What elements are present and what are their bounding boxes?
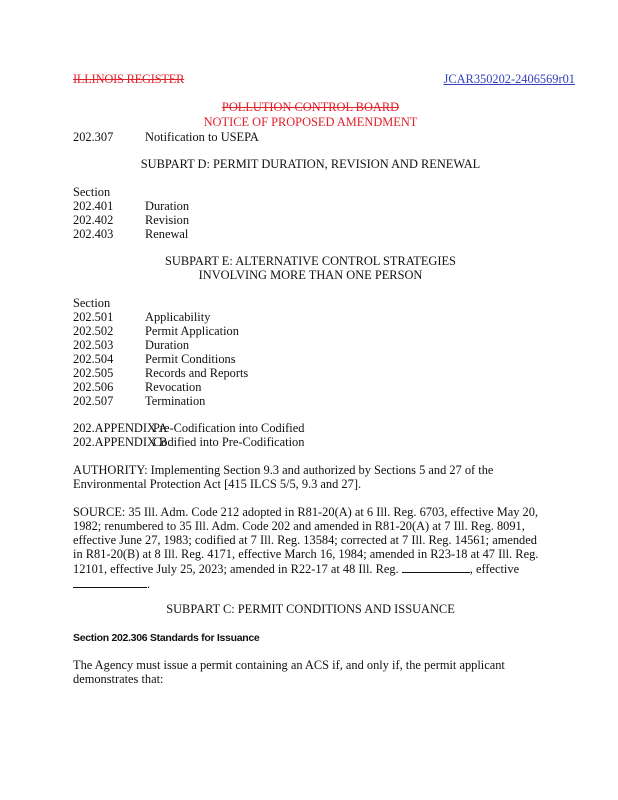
source-tail: , effective	[469, 562, 520, 576]
section-number: 202.504	[73, 352, 114, 366]
board-title: POLLUTION CONTROL BOARD	[221, 100, 400, 114]
section-title: Applicability	[145, 310, 211, 324]
section-title: Permit Application	[145, 324, 239, 338]
appendix-title: Codified into Pre-Codification	[153, 435, 305, 449]
authority-paragraph: AUTHORITY: Implementing Section 9.3 and authorized by Sections 5 and 27 of the Environmental Protection Act [415 ILCS 5/5, 9.3 and 27].	[73, 463, 494, 491]
section-title: Termination	[145, 394, 206, 408]
section-number: 202.505	[73, 366, 114, 380]
section-number: 202.502	[73, 324, 114, 338]
toc-row	[73, 324, 239, 338]
toc-row	[73, 199, 189, 213]
section-number: 202.503	[73, 338, 114, 352]
section-title: Records and Reports	[145, 366, 249, 380]
body-paragraph: The Agency must issue a permit containing an ACS if, and only if, the permit applicant demonstrates that:	[73, 658, 505, 686]
subpart-d-heading: SUBPART D: PERMIT DURATION, REVISION AND RENEWAL	[140, 157, 481, 171]
section-title: Permit Conditions	[145, 352, 236, 366]
section-number: 202.307	[73, 130, 114, 144]
section-number: 202.506	[73, 380, 114, 394]
toc-row-202-307	[73, 130, 259, 144]
section-label: Section	[73, 296, 111, 310]
blank-line	[402, 561, 470, 573]
section-title: Notification to USEPA	[145, 130, 259, 144]
subpart-e-heading-line1: SUBPART E: ALTERNATIVE CONTROL STRATEGIES	[165, 254, 456, 268]
source-text: SOURCE: 35 Ill. Adm. Code 212 adopted in R81-20(A) at 6 Ill. Reg. 6703, effective May 20, 1982; renumbered to 35 Ill. Adm. Code 202 and amended in R81-20(A) at 7 Ill. Reg. 8091, effective June 27, 1983; codified at 7 Ill. Reg. 13584; corrected at 7 Ill. Reg. 14561; amended in R81-20(B) at 8 Ill. Reg. 4171, effective March 16, 1984; amended in R23-18 at 47 Ill. Reg. 12101, effective July 25, 2023; amended in R22-17 at 48 Ill. Reg.	[73, 505, 539, 576]
section-number: 202.402	[73, 213, 114, 227]
source-paragraph	[73, 505, 548, 591]
register-header: ILLINOIS REGISTER	[73, 72, 185, 86]
section-heading: Section 202.306 Standards for Issuance	[73, 632, 260, 644]
toc-row	[73, 352, 236, 366]
toc-row	[73, 338, 189, 352]
appendix-row	[73, 435, 304, 449]
section-title: Revocation	[145, 380, 202, 394]
section-title: Duration	[145, 199, 190, 213]
toc-row	[73, 310, 210, 324]
jcar-id-link[interactable]: JCAR350202-2406569r01	[443, 72, 575, 86]
section-title: Revision	[145, 213, 190, 227]
source-end: .	[147, 577, 151, 591]
section-number: 202.507	[73, 394, 114, 408]
blank-line	[73, 576, 147, 588]
section-title: Duration	[145, 338, 190, 352]
section-title: Renewal	[145, 227, 189, 241]
toc-row	[73, 227, 188, 241]
section-number: 202.501	[73, 310, 114, 324]
toc-row	[73, 366, 248, 380]
section-number: 202.401	[73, 199, 114, 213]
section-label: Section	[73, 185, 111, 199]
notice-title: NOTICE OF PROPOSED AMENDMENT	[203, 115, 418, 129]
appendix-number: 202.APPENDIX B	[73, 435, 168, 449]
toc-row	[73, 380, 201, 394]
appendix-title: Pre-Codification into Codified	[153, 421, 305, 435]
appendix-number: 202.APPENDIX A	[73, 421, 168, 435]
subpart-c-heading: SUBPART C: PERMIT CONDITIONS AND ISSUANCE	[166, 602, 455, 616]
section-number: 202.403	[73, 227, 114, 241]
document-page	[73, 0, 575, 800]
toc-row	[73, 394, 205, 408]
toc-row	[73, 213, 189, 227]
subpart-e-heading-line2: INVOLVING MORE THAN ONE PERSON	[198, 268, 423, 282]
appendix-row	[73, 421, 304, 435]
